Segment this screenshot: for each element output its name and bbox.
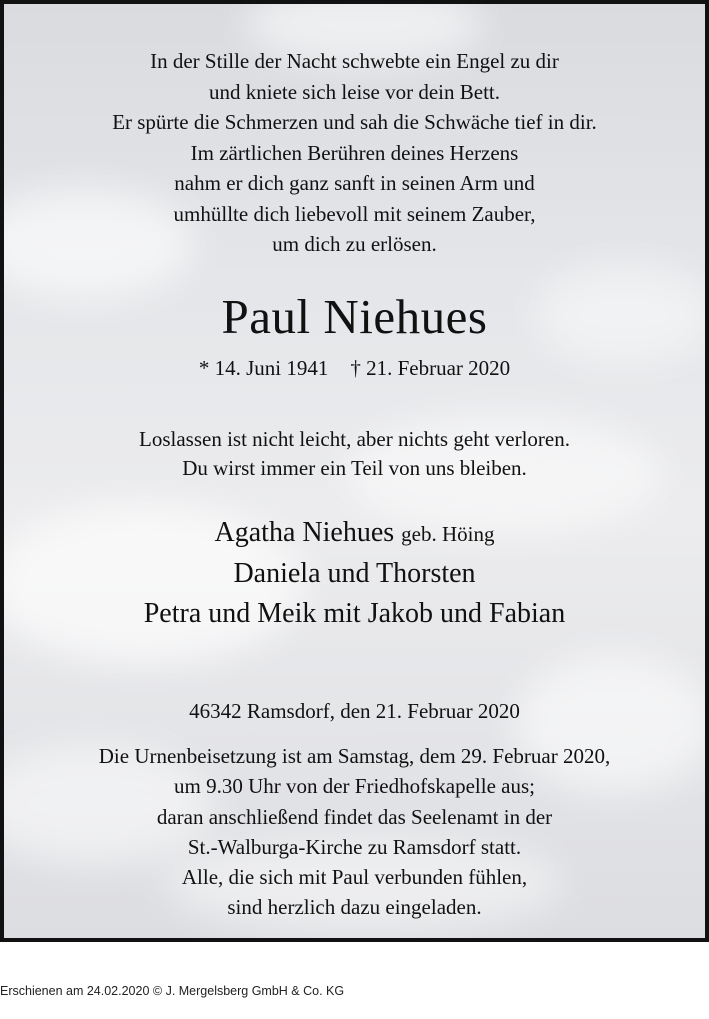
poem-line: Im zärtlichen Berühren deines Herzens: [190, 140, 519, 165]
service-line: Alle, die sich mit Paul verbunden fühlen,: [181, 865, 528, 890]
poem: [4, 46, 705, 260]
mourner-spouse: [4, 513, 705, 554]
service-info: [4, 741, 705, 923]
poem-line: Er spürte die Schmerzen und sah die Schwäche tief in dir.: [112, 110, 597, 134]
mourner-line: Petra und Meik mit Jakob und Fabian: [143, 598, 566, 629]
spouse-maiden-name: geb. Höing: [401, 522, 495, 546]
mourner-line: Daniela und Thorsten: [233, 558, 476, 589]
poem-line: nahm er dich ganz sanft in seinen Arm und: [174, 171, 535, 195]
service-line: um 9.30 Uhr von der Friedhofskapelle aus;: [173, 774, 535, 799]
service-line: St.-Walburga-Kirche zu Ramsdorf statt.: [187, 834, 522, 859]
place-and-date: 46342 Ramsdorf, den 21. Februar 2020: [189, 699, 520, 723]
service-line: Die Urnenbeisetzung ist am Samstag, dem 29. Februar 2020,: [98, 744, 611, 768]
poem-line: und kniete sich leise vor dein Bett.: [208, 79, 501, 104]
motto-line: Du wirst immer ein Teil von uns bleiben.: [182, 456, 527, 480]
death-date: † 21. Februar 2020: [350, 356, 511, 380]
life-dates: [4, 354, 705, 382]
service-line: daran anschließend findet das Seelenamt in der: [156, 804, 553, 829]
motto-line: Loslassen ist nicht leicht, aber nichts geht verloren.: [139, 427, 570, 451]
mourners: [4, 513, 705, 634]
poem-line: um dich zu erlösen.: [272, 232, 437, 256]
service-line: sind herzlich dazu eingeladen.: [227, 895, 482, 920]
spouse-name: Agatha Niehues: [214, 517, 395, 548]
poem-line: umhüllte dich liebevoll mit seinem Zauber,: [173, 201, 536, 226]
poem-line: In der Stille der Nacht schwebte ein Engel zu dir: [150, 49, 559, 73]
motto: [4, 425, 705, 483]
publication-footer: Erschienen am 24.02.2020 © J. Mergelsberg GmbH & Co. KG: [0, 984, 345, 998]
deceased-name: Paul Niehues: [221, 289, 488, 344]
birth-date: * 14. Juni 1941: [198, 356, 329, 380]
